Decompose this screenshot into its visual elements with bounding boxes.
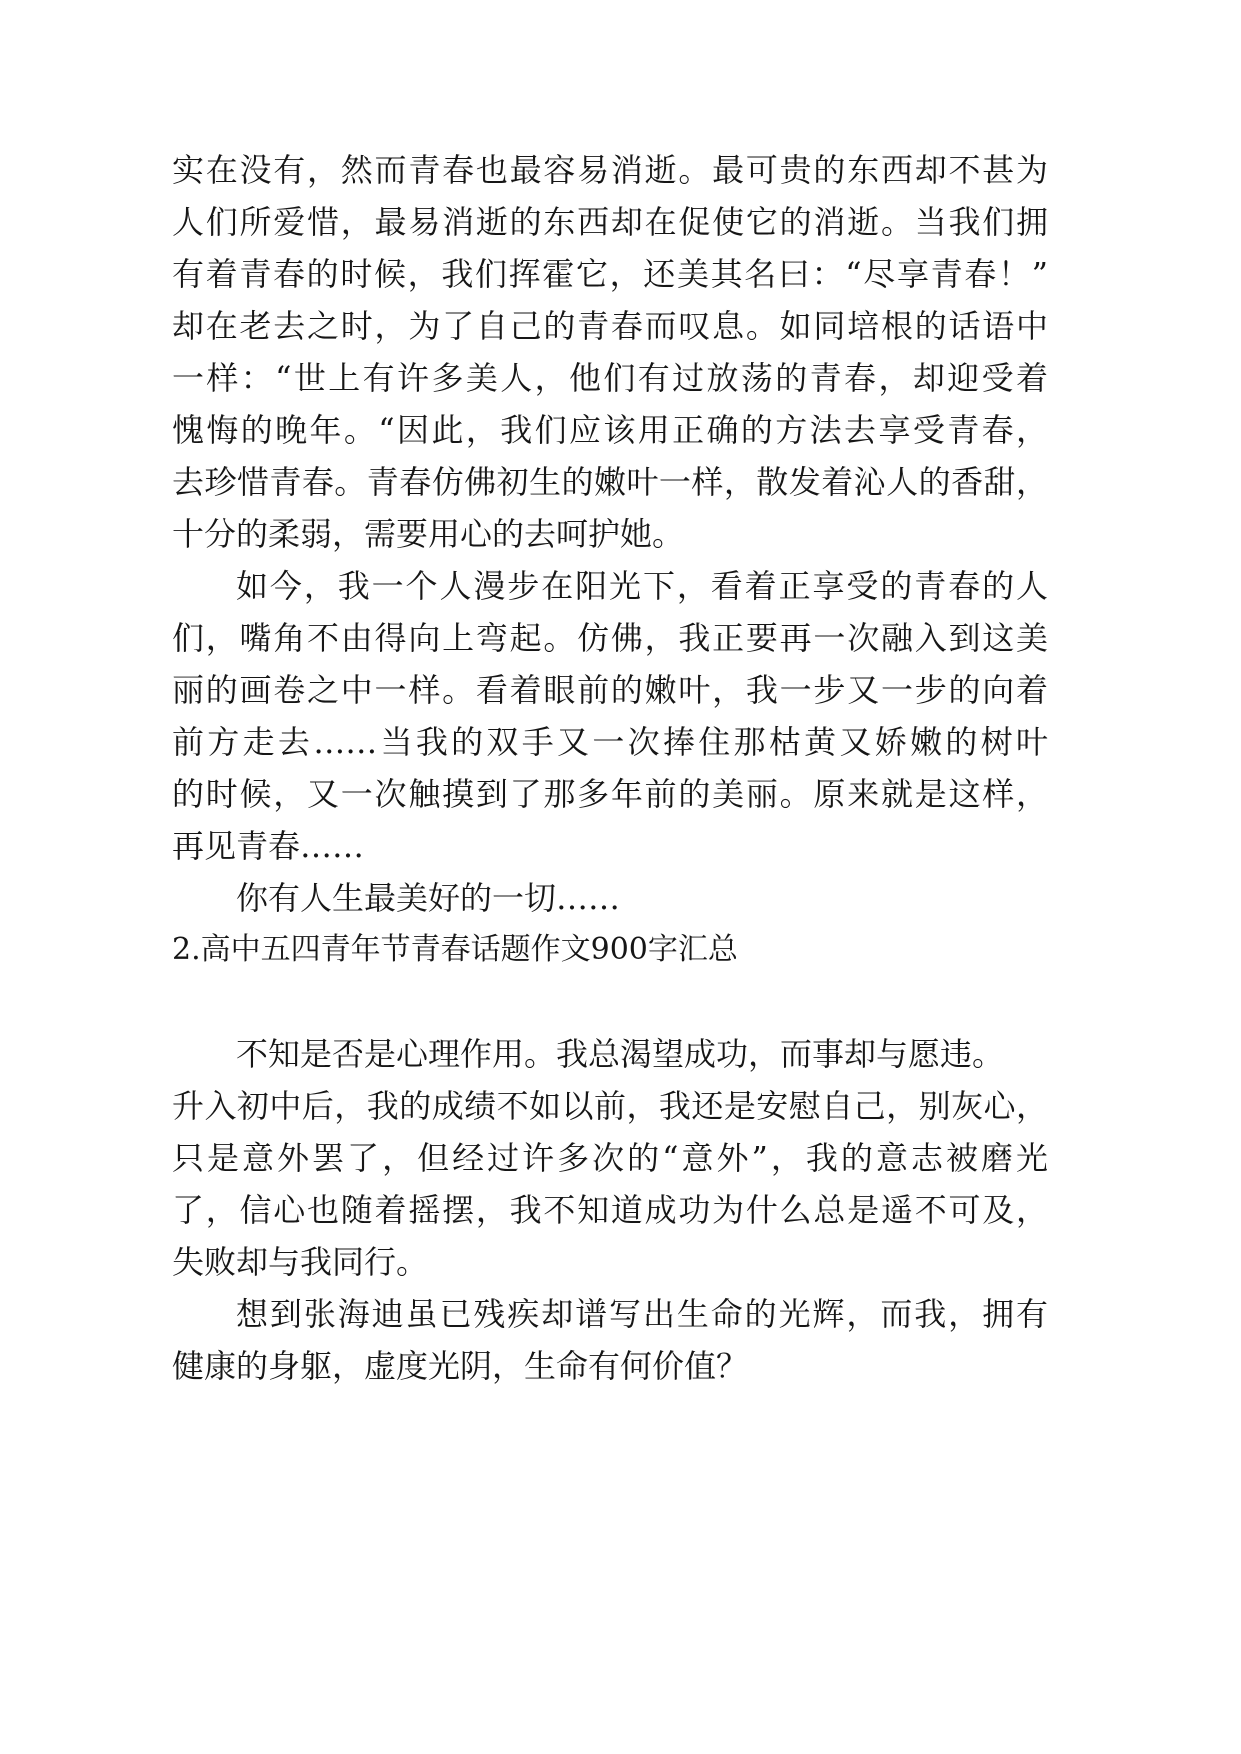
section-heading: 2.高中五四青年节青春话题作文900字汇总	[172, 932, 738, 967]
text-line: 只是意外罢了，但经过许多次的“意外”，我的意志被磨光	[172, 1139, 1048, 1177]
text-line: 你有人生最美好的一切……	[236, 879, 621, 917]
text-line: 有着青春的时候，我们挥霍它，还美其名曰：“尽享青春！”	[172, 255, 1048, 293]
text-line: 健康的身躯，虚度光阴，生命有何价值？	[172, 1347, 749, 1385]
text-line: 不知是否是心理作用。我总渴望成功，而事却与愿违。	[236, 1035, 1005, 1073]
text-line: 丽的画卷之中一样。看着眼前的嫩叶，我一步又一步的向着	[172, 671, 1048, 709]
text-column	[172, 144, 1048, 1392]
text-line: 升入初中后，我的成绩不如以前，我还是安慰自己，别灰心，	[172, 1087, 1048, 1125]
text-line: 十分的柔弱，需要用心的去呵护她。	[172, 515, 685, 553]
text-line: 们，嘴角不由得向上弯起。仿佛，我正要再一次融入到这美	[172, 619, 1048, 657]
text-line: 去珍惜青春。青春仿佛初生的嫩叶一样，散发着沁人的香甜，	[172, 463, 1048, 501]
text-line: 愧悔的晚年。“因此，我们应该用正确的方法去享受青春，	[172, 411, 1048, 449]
blank-line	[172, 976, 1048, 1028]
text-line: 再见青春……	[172, 827, 365, 865]
paragraph	[172, 144, 1048, 560]
text-line: 实在没有，然而青春也最容易消逝。最可贵的东西却不甚为	[172, 151, 1048, 189]
text-line: 前方走去……当我的双手又一次捧住那枯黄又娇嫩的树叶	[172, 723, 1048, 761]
text-line: 的时候，又一次触摸到了那多年前的美丽。原来就是这样，	[172, 775, 1048, 813]
text-line: 一样：“世上有许多美人，他们有过放荡的青春，却迎受着	[172, 359, 1048, 397]
paragraph	[172, 560, 1048, 872]
paragraph	[172, 1288, 1048, 1392]
text-line: 了，信心也随着摇摆，我不知道成功为什么总是遥不可及，	[172, 1191, 1048, 1229]
paragraph	[172, 1028, 1048, 1288]
text-line: 想到张海迪虽已残疾却谱写出生命的光辉，而我，拥有	[236, 1295, 1048, 1333]
paragraph	[172, 872, 1048, 924]
text-line: 却在老去之时，为了自己的青春而叹息。如同培根的话语中	[172, 307, 1048, 345]
text-line: 如今，我一个人漫步在阳光下，看着正享受的青春的人	[236, 567, 1048, 605]
text-line: 失败却与我同行。	[172, 1243, 429, 1281]
text-line: 人们所爱惜，最易消逝的东西却在促使它的消逝。当我们拥	[172, 203, 1048, 241]
